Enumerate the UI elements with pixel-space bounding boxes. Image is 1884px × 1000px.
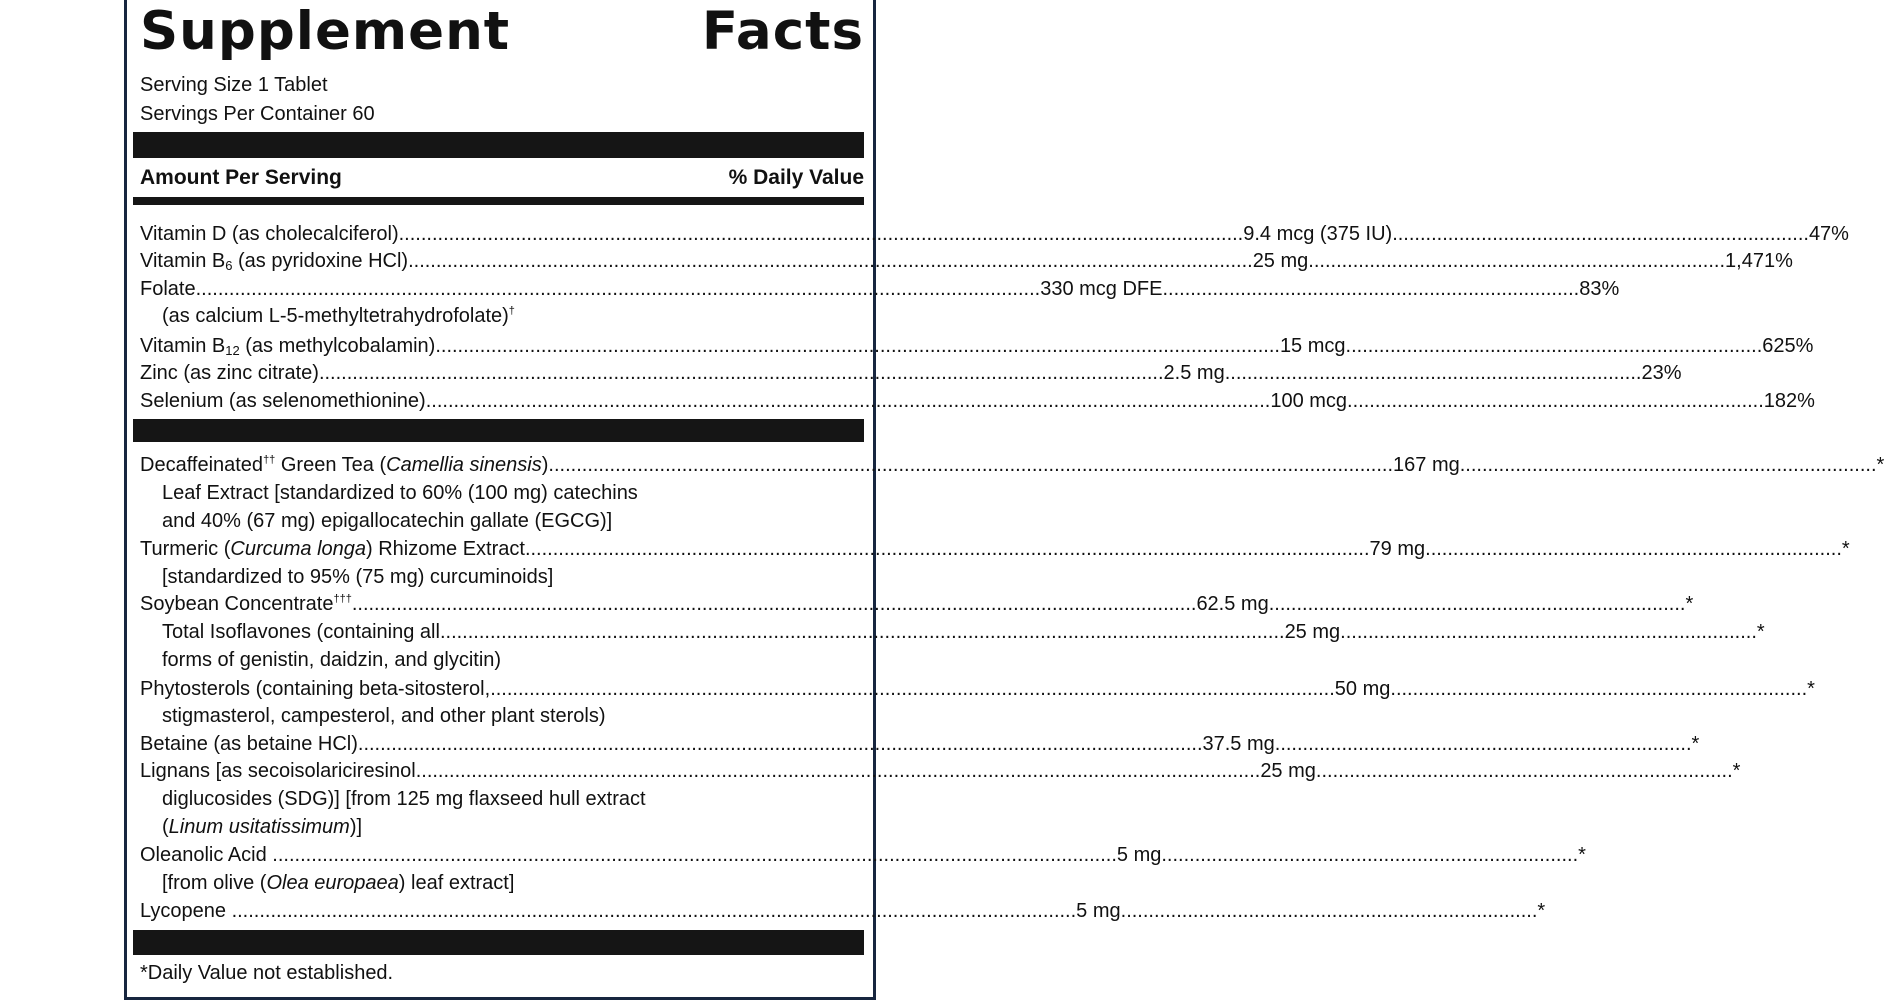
ingredient-row-green-tea: Decaffeinated†† Green Tea (Camellia sinensis) ..... 167 mg ..... *: [140, 452, 864, 478]
nutrient-row: Selenium (as selenomethionine) ..... 100 mcg ..... 182%: [140, 388, 864, 414]
ingredient-row-turmeric: Turmeric (Curcuma longa) Rhizome Extract ..... 79 mg ..... *: [140, 536, 864, 562]
nutrient-row: Zinc (as zinc citrate) ..... 2.5 mg ..... 23%: [140, 360, 864, 386]
ingredient-row-lycopene: Lycopene ..... 5 mg ..... *: [140, 898, 864, 924]
ingredient-continuation: forms of genistin, daidzin, and glycitin): [162, 649, 502, 671]
column-header: [140, 164, 864, 192]
ingredient-row-betaine: Betaine (as betaine HCl) ..... 37.5 mg ..... *: [140, 731, 864, 757]
ingredient-continuation: and 40% (67 mg) epigallocatechin gallate (EGCG)]: [162, 510, 613, 532]
ingredient-row-soybean: Soybean Concentrate††† ..... 62.5 mg ..... *: [140, 591, 864, 617]
nutrient-continuation: (as calcium L-5-methyltetrahydrofolate)†: [162, 305, 515, 327]
nutrient-row: Vitamin $B_{12}$ (as methylcobalamin) ..... 15 mcg ..... 625%: [140, 333, 864, 359]
ingredient-row-isoflavones: Total Isoflavones (containing all ..... 25 mg ..... *: [162, 619, 864, 645]
ingredient-row-lignans: Lignans [as secoisolariciresinol ..... 25 mg ..... *: [140, 758, 864, 784]
thick-divider-1: [133, 132, 864, 158]
header-amount: Amount Per Serving: [140, 166, 342, 189]
ingredient-continuation: [standardized to 95% (75 mg) curcuminoids]: [162, 566, 554, 588]
nutrient-row: Vitamin D (as cholecalciferol) ..... 9.4 mcg (375 IU) ..... 47%: [140, 221, 864, 247]
servings-per-container: Servings Per Container 60: [140, 103, 375, 125]
nutrient-row: Vitamin $B_6$ (as pyridoxine HCl) ..... 25 mg ..... 1,471%: [140, 248, 864, 274]
ingredient-continuation: [from olive (Olea europaea) leaf extract]: [162, 872, 515, 894]
label-title: [140, 0, 864, 72]
title-word-facts: Facts: [701, 1, 864, 62]
footnote: *Daily Value not established.: [140, 962, 394, 984]
thick-divider-3: [133, 930, 864, 955]
ingredient-continuation: stigmasterol, campesterol, and other plant sterols): [162, 705, 606, 727]
ingredient-row-oleanolic: Oleanolic Acid ..... 5 mg ..... *: [140, 842, 864, 868]
medium-divider: [133, 197, 864, 205]
thick-divider-2: [133, 419, 864, 442]
ingredient-continuation: Leaf Extract [standardized to 60% (100 mg) catechins: [162, 482, 638, 504]
nutrient-row: Folate ..... 330 mcg DFE ..... 83%: [140, 276, 864, 302]
header-daily-value: % Daily Value: [728, 166, 864, 189]
ingredient-row-phytosterols: Phytosterols (containing beta-sitosterol, ..... 50 mg ..... *: [140, 676, 864, 702]
ingredient-continuation: (Linum usitatissimum)]: [162, 816, 363, 838]
serving-size: Serving Size 1 Tablet: [140, 74, 328, 96]
title-word-supplement: Supplement: [140, 1, 511, 62]
ingredient-continuation: diglucosides (SDG)] [from 125 mg flaxseed hull extract: [162, 788, 646, 810]
